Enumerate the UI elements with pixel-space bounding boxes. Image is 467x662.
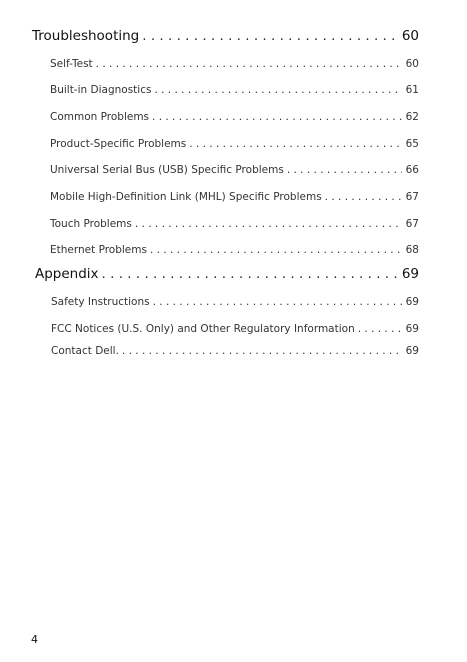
entry-page-number: 67 — [405, 191, 419, 203]
dot-leader — [135, 218, 402, 230]
toc-chapter-troubleshooting[interactable] — [32, 28, 419, 44]
toc-entry-mhl-specific-problems[interactable] — [50, 191, 419, 203]
entry-page-number: 66 — [405, 164, 419, 176]
dot-leader — [325, 191, 402, 203]
dot-leader — [142, 28, 398, 44]
entry-title: Common Problems — [50, 111, 150, 123]
dot-leader — [358, 323, 402, 335]
toc-entry-ethernet-problems[interactable] — [50, 244, 419, 256]
entry-title: Mobile High-Definition Link (MHL) Specific Problems — [50, 191, 322, 203]
toc-entry-safety-instructions[interactable] — [51, 296, 419, 308]
dot-leader — [102, 266, 398, 282]
entry-title: Contact Dell. — [51, 345, 119, 357]
dot-leader — [96, 58, 402, 70]
chapter-title: Appendix — [35, 266, 99, 282]
entry-title: Safety Instructions — [51, 296, 150, 308]
entry-page-number: 60 — [405, 58, 419, 70]
dot-leader — [150, 244, 402, 256]
entry-title: Built-in Diagnostics — [50, 84, 152, 96]
entry-page-number: 62 — [405, 111, 419, 123]
dot-leader — [152, 111, 402, 123]
toc-entry-contact-dell[interactable] — [51, 345, 419, 357]
footer-page-number: 4 — [31, 633, 38, 646]
chapter-page-number: 69 — [401, 266, 419, 282]
entry-title: Ethernet Problems — [50, 244, 147, 256]
entry-page-number: 69 — [405, 323, 419, 335]
dot-leader — [154, 84, 401, 96]
entry-page-number: 69 — [405, 345, 419, 357]
dot-leader — [189, 138, 401, 150]
dot-leader — [122, 345, 402, 357]
toc-entry-product-specific-problems[interactable] — [50, 138, 419, 150]
entry-title: Product-Specific Problems — [50, 138, 187, 150]
toc-entry-self-test[interactable] — [50, 58, 419, 70]
entry-title: Universal Serial Bus (USB) Specific Problems — [50, 164, 284, 176]
chapter-page-number: 60 — [401, 28, 419, 44]
entry-page-number: 67 — [405, 218, 419, 230]
dot-leader — [153, 296, 402, 308]
entry-title: Touch Problems — [50, 218, 132, 230]
entry-page-number: 65 — [405, 138, 419, 150]
toc-entry-usb-specific-problems[interactable] — [50, 164, 419, 176]
toc-entry-common-problems[interactable] — [50, 111, 419, 123]
entry-title: FCC Notices (U.S. Only) and Other Regulatory Information — [51, 323, 355, 335]
entry-page-number: 68 — [405, 244, 419, 256]
entry-page-number: 69 — [405, 296, 419, 308]
chapter-title: Troubleshooting — [32, 28, 140, 44]
toc-entry-touch-problems[interactable] — [50, 218, 419, 230]
toc-chapter-appendix[interactable] — [35, 266, 419, 282]
entry-page-number: 61 — [405, 84, 419, 96]
toc-entry-fcc-notices[interactable] — [51, 323, 419, 335]
toc-entry-built-in-diagnostics[interactable] — [50, 84, 419, 96]
dot-leader — [287, 164, 402, 176]
entry-title: Self-Test — [50, 58, 93, 70]
